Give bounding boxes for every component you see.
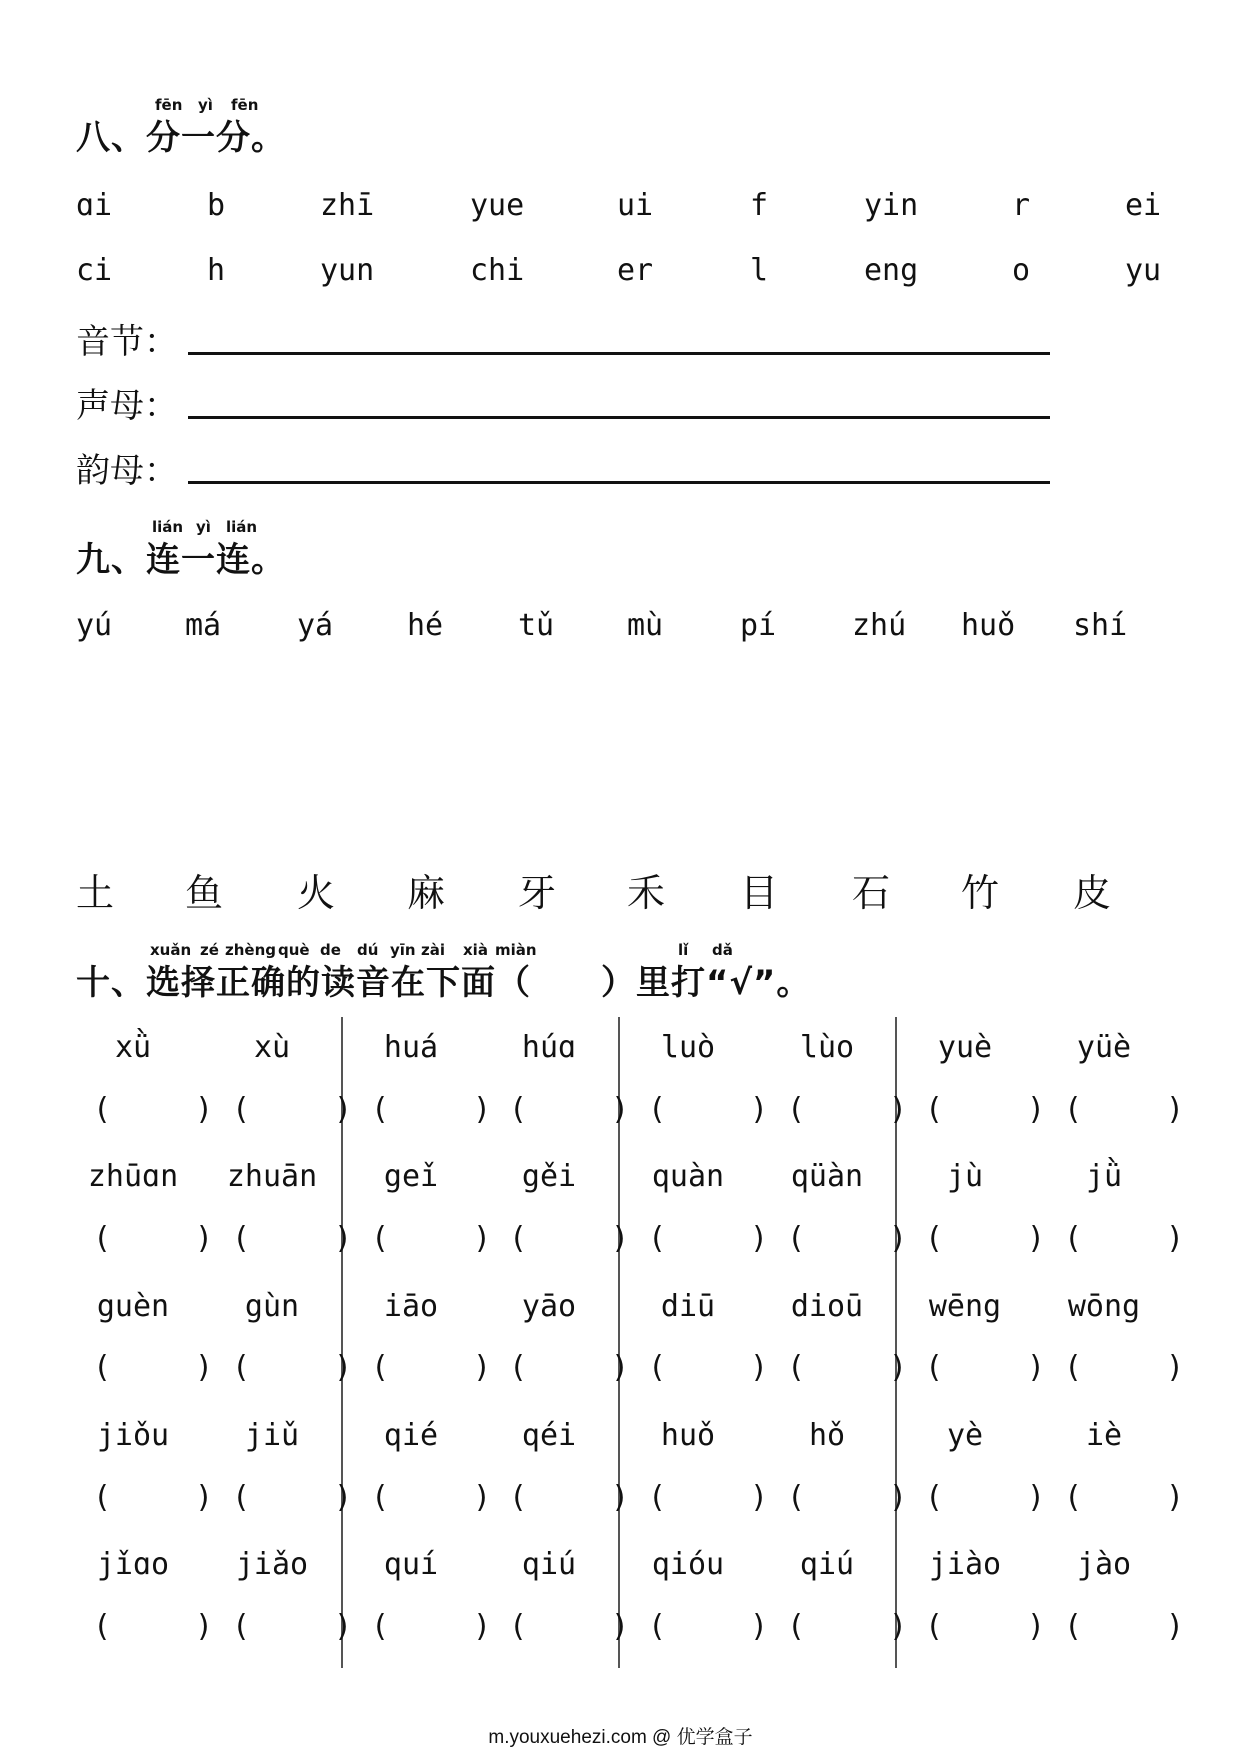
section-10-title: 十、选择正确的读音在下面（ ）里打“√”。 bbox=[76, 963, 812, 1003]
open-paren: ( bbox=[1064, 1092, 1083, 1127]
open-paren: ( bbox=[93, 1350, 112, 1385]
open-paren: ( bbox=[787, 1221, 806, 1256]
answer-parentheses[interactable] bbox=[925, 1221, 1045, 1256]
open-paren: ( bbox=[371, 1350, 390, 1385]
s9-hanzi: 皮 bbox=[1073, 871, 1112, 915]
close-paren: ) bbox=[888, 1221, 907, 1256]
pinyin-option: qüàn bbox=[790, 1159, 864, 1194]
s10-ruby: de bbox=[320, 941, 341, 959]
open-paren: ( bbox=[1064, 1350, 1083, 1385]
close-paren: ) bbox=[610, 1221, 629, 1256]
answer-parentheses[interactable] bbox=[1064, 1480, 1184, 1515]
close-paren: ) bbox=[1165, 1092, 1184, 1127]
pinyin-option: qióu bbox=[651, 1547, 725, 1582]
s8-letter: yin bbox=[864, 188, 919, 223]
s9-ruby-2: yì bbox=[196, 518, 211, 536]
pinyin-option: qié bbox=[383, 1418, 439, 1453]
s8-letter: ɑi bbox=[76, 188, 113, 223]
close-paren: ) bbox=[1026, 1609, 1045, 1644]
s10-ruby: dǎ bbox=[712, 941, 733, 959]
open-paren: ( bbox=[509, 1350, 528, 1385]
close-paren: ) bbox=[610, 1092, 629, 1127]
answer-parentheses[interactable] bbox=[648, 1092, 768, 1127]
open-paren: ( bbox=[925, 1609, 944, 1644]
s8-letter: zhī bbox=[320, 188, 375, 223]
open-paren: ( bbox=[925, 1480, 944, 1515]
s9-hanzi: 土 bbox=[76, 871, 115, 915]
s8-letter: h bbox=[207, 253, 226, 288]
label-syllable: 音节： bbox=[76, 322, 178, 362]
answer-parentheses[interactable] bbox=[371, 1350, 491, 1385]
s9-pinyin: huǒ bbox=[961, 608, 1016, 643]
s8-letter: ui bbox=[617, 188, 654, 223]
close-paren: ) bbox=[333, 1609, 352, 1644]
s8-letter: er bbox=[617, 253, 654, 288]
s10-ruby: zhèng bbox=[225, 941, 276, 959]
s9-hanzi: 目 bbox=[740, 871, 779, 915]
pinyin-option: gěi bbox=[521, 1159, 577, 1194]
close-paren: ) bbox=[472, 1480, 491, 1515]
answer-parentheses[interactable] bbox=[93, 1221, 213, 1256]
pinyin-option: yuè bbox=[937, 1030, 993, 1065]
answer-parentheses[interactable] bbox=[232, 1609, 352, 1644]
open-paren: ( bbox=[93, 1609, 112, 1644]
s8-ruby-1: fēn bbox=[155, 96, 183, 114]
answer-parentheses[interactable] bbox=[371, 1480, 491, 1515]
s9-hanzi: 麻 bbox=[407, 871, 446, 915]
footer-watermark: m.youxuehezi.com @ 优学盒子 bbox=[488, 1727, 753, 1748]
pinyin-option: jào bbox=[1076, 1547, 1132, 1582]
s8-letter: o bbox=[1012, 253, 1031, 288]
pinyin-option: geǐ bbox=[383, 1159, 439, 1194]
answer-parentheses[interactable] bbox=[925, 1092, 1045, 1127]
initial-answer-line[interactable] bbox=[188, 416, 1050, 419]
pinyin-option: jǜ bbox=[1085, 1159, 1123, 1194]
s9-hanzi: 禾 bbox=[627, 871, 666, 915]
pinyin-option: jǐɑo bbox=[96, 1547, 170, 1582]
s9-pinyin: yú bbox=[76, 608, 113, 643]
s8-letter: f bbox=[750, 188, 769, 223]
s10-ruby: xià bbox=[463, 941, 488, 959]
s8-letter: yue bbox=[470, 188, 525, 223]
answer-parentheses[interactable] bbox=[232, 1480, 352, 1515]
open-paren: ( bbox=[509, 1092, 528, 1127]
open-paren: ( bbox=[232, 1092, 251, 1127]
s8-ruby-2: yì bbox=[198, 96, 213, 114]
close-paren: ) bbox=[1026, 1350, 1045, 1385]
open-paren: ( bbox=[93, 1480, 112, 1515]
close-paren: ) bbox=[194, 1609, 213, 1644]
s10-ruby: yīn bbox=[390, 941, 416, 959]
s9-hanzi: 鱼 bbox=[185, 871, 224, 915]
s10-ruby: zé bbox=[200, 941, 219, 959]
close-paren: ) bbox=[749, 1609, 768, 1644]
s9-ruby-3: lián bbox=[226, 518, 258, 536]
open-paren: ( bbox=[371, 1092, 390, 1127]
close-paren: ) bbox=[333, 1092, 352, 1127]
close-paren: ) bbox=[1165, 1221, 1184, 1256]
s8-letter: yu bbox=[1125, 253, 1162, 288]
pinyin-option: quí bbox=[383, 1547, 439, 1582]
s9-hanzi: 石 bbox=[852, 871, 891, 915]
close-paren: ) bbox=[749, 1221, 768, 1256]
close-paren: ) bbox=[194, 1350, 213, 1385]
pinyin-option: dioū bbox=[790, 1289, 864, 1324]
pinyin-option: xǜ bbox=[114, 1030, 152, 1065]
final-answer-line[interactable] bbox=[188, 481, 1050, 484]
pinyin-option: jiǔ bbox=[244, 1418, 300, 1453]
open-paren: ( bbox=[232, 1350, 251, 1385]
close-paren: ) bbox=[194, 1092, 213, 1127]
open-paren: ( bbox=[509, 1480, 528, 1515]
pinyin-option: yè bbox=[946, 1418, 984, 1453]
close-paren: ) bbox=[333, 1350, 352, 1385]
pinyin-option: guèn bbox=[96, 1289, 170, 1324]
close-paren: ) bbox=[472, 1221, 491, 1256]
pinyin-option: jiǎo bbox=[235, 1547, 309, 1582]
open-paren: ( bbox=[925, 1350, 944, 1385]
open-paren: ( bbox=[787, 1350, 806, 1385]
open-paren: ( bbox=[371, 1609, 390, 1644]
answer-parentheses[interactable] bbox=[93, 1092, 213, 1127]
pinyin-option: luò bbox=[660, 1030, 716, 1065]
open-paren: ( bbox=[787, 1609, 806, 1644]
close-paren: ) bbox=[194, 1480, 213, 1515]
pinyin-option: gùn bbox=[244, 1289, 300, 1324]
s9-hanzi: 牙 bbox=[518, 871, 557, 915]
pinyin-option: jù bbox=[946, 1159, 984, 1194]
s8-letter: ei bbox=[1125, 188, 1162, 223]
answer-parentheses[interactable] bbox=[648, 1221, 768, 1256]
label-final: 韵母： bbox=[76, 451, 178, 491]
answer-parentheses[interactable] bbox=[509, 1609, 629, 1644]
close-paren: ) bbox=[749, 1092, 768, 1127]
answer-parentheses[interactable] bbox=[232, 1221, 352, 1256]
answer-parentheses[interactable] bbox=[509, 1221, 629, 1256]
close-paren: ) bbox=[1026, 1221, 1045, 1256]
open-paren: ( bbox=[1064, 1221, 1083, 1256]
answer-parentheses[interactable] bbox=[925, 1480, 1045, 1515]
pinyin-option: xù bbox=[253, 1030, 291, 1065]
close-paren: ) bbox=[888, 1350, 907, 1385]
pinyin-option: iè bbox=[1085, 1418, 1123, 1453]
open-paren: ( bbox=[787, 1480, 806, 1515]
s10-ruby: què bbox=[278, 941, 310, 959]
open-paren: ( bbox=[509, 1221, 528, 1256]
answer-parentheses[interactable] bbox=[93, 1350, 213, 1385]
pinyin-option: lùo bbox=[799, 1030, 855, 1065]
close-paren: ) bbox=[888, 1609, 907, 1644]
close-paren: ) bbox=[1165, 1609, 1184, 1644]
pinyin-option: jiǒu bbox=[96, 1418, 170, 1453]
pinyin-option: diū bbox=[660, 1289, 716, 1324]
answer-parentheses[interactable] bbox=[648, 1350, 768, 1385]
pinyin-option: yāo bbox=[521, 1289, 577, 1324]
answer-parentheses[interactable] bbox=[93, 1480, 213, 1515]
s10-ruby: miàn bbox=[495, 941, 537, 959]
answer-parentheses[interactable] bbox=[787, 1609, 907, 1644]
s9-pinyin: zhú bbox=[852, 608, 907, 643]
answer-parentheses[interactable] bbox=[93, 1609, 213, 1644]
open-paren: ( bbox=[648, 1221, 667, 1256]
open-paren: ( bbox=[925, 1221, 944, 1256]
close-paren: ) bbox=[610, 1609, 629, 1644]
s8-letter: b bbox=[207, 188, 226, 223]
answer-parentheses[interactable] bbox=[787, 1350, 907, 1385]
s9-pinyin: shí bbox=[1073, 608, 1128, 643]
close-paren: ) bbox=[888, 1092, 907, 1127]
pinyin-option: yüè bbox=[1076, 1030, 1132, 1065]
answer-parentheses[interactable] bbox=[509, 1092, 629, 1127]
open-paren: ( bbox=[93, 1221, 112, 1256]
answer-parentheses[interactable] bbox=[925, 1350, 1045, 1385]
s9-pinyin: tǔ bbox=[518, 608, 555, 643]
open-paren: ( bbox=[648, 1480, 667, 1515]
open-paren: ( bbox=[509, 1609, 528, 1644]
s9-pinyin: pí bbox=[740, 608, 777, 643]
answer-parentheses[interactable] bbox=[232, 1092, 352, 1127]
close-paren: ) bbox=[333, 1480, 352, 1515]
answer-parentheses[interactable] bbox=[232, 1350, 352, 1385]
s8-letter: ci bbox=[76, 253, 113, 288]
s8-letter: eng bbox=[864, 253, 919, 288]
pinyin-option: jiào bbox=[928, 1547, 1002, 1582]
pinyin-option: húɑ bbox=[521, 1030, 577, 1065]
open-paren: ( bbox=[648, 1350, 667, 1385]
open-paren: ( bbox=[371, 1480, 390, 1515]
pinyin-option: quàn bbox=[651, 1159, 725, 1194]
answer-parentheses[interactable] bbox=[787, 1221, 907, 1256]
syllable-answer-line[interactable] bbox=[188, 352, 1050, 355]
open-paren: ( bbox=[787, 1092, 806, 1127]
answer-parentheses[interactable] bbox=[509, 1480, 629, 1515]
answer-parentheses[interactable] bbox=[371, 1221, 491, 1256]
answer-parentheses[interactable] bbox=[925, 1609, 1045, 1644]
close-paren: ) bbox=[1026, 1480, 1045, 1515]
s8-letter: l bbox=[750, 253, 769, 288]
open-paren: ( bbox=[648, 1092, 667, 1127]
s10-ruby: zài bbox=[421, 941, 445, 959]
answer-parentheses[interactable] bbox=[1064, 1092, 1184, 1127]
s9-hanzi: 竹 bbox=[961, 871, 1000, 915]
close-paren: ) bbox=[194, 1221, 213, 1256]
open-paren: ( bbox=[1064, 1609, 1083, 1644]
s9-pinyin: hé bbox=[407, 608, 444, 643]
s9-hanzi: 火 bbox=[297, 871, 336, 915]
open-paren: ( bbox=[1064, 1480, 1083, 1515]
answer-parentheses[interactable] bbox=[509, 1350, 629, 1385]
s10-ruby: xuǎn bbox=[150, 941, 192, 959]
s10-ruby: lǐ bbox=[678, 941, 689, 959]
answer-parentheses[interactable] bbox=[787, 1092, 907, 1127]
open-paren: ( bbox=[232, 1480, 251, 1515]
open-paren: ( bbox=[232, 1609, 251, 1644]
s9-pinyin: má bbox=[185, 608, 222, 643]
s8-letter: chi bbox=[470, 253, 525, 288]
open-paren: ( bbox=[93, 1092, 112, 1127]
pinyin-option: huá bbox=[383, 1030, 439, 1065]
answer-parentheses[interactable] bbox=[648, 1609, 768, 1644]
s8-ruby-3: fēn bbox=[231, 96, 259, 114]
pinyin-option: huǒ bbox=[660, 1418, 716, 1453]
close-paren: ) bbox=[1165, 1350, 1184, 1385]
answer-parentheses[interactable] bbox=[1064, 1350, 1184, 1385]
close-paren: ) bbox=[472, 1092, 491, 1127]
section-9-title: 九、连一连。 bbox=[76, 540, 286, 580]
pinyin-option: zhuān bbox=[226, 1159, 318, 1194]
s8-letter: r bbox=[1012, 188, 1031, 223]
open-paren: ( bbox=[648, 1609, 667, 1644]
close-paren: ) bbox=[610, 1350, 629, 1385]
pinyin-option: qiú bbox=[799, 1547, 855, 1582]
answer-parentheses[interactable] bbox=[648, 1480, 768, 1515]
pinyin-option: wēng bbox=[928, 1289, 1002, 1324]
pinyin-option: zhūɑn bbox=[87, 1159, 179, 1194]
open-paren: ( bbox=[232, 1221, 251, 1256]
open-paren: ( bbox=[925, 1092, 944, 1127]
close-paren: ) bbox=[888, 1480, 907, 1515]
answer-parentheses[interactable] bbox=[371, 1609, 491, 1644]
pinyin-option: iāo bbox=[383, 1289, 439, 1324]
section-8-title: 八、分一分。 bbox=[76, 118, 286, 158]
close-paren: ) bbox=[1026, 1092, 1045, 1127]
answer-parentheses[interactable] bbox=[1064, 1609, 1184, 1644]
pinyin-option: qiú bbox=[521, 1547, 577, 1582]
close-paren: ) bbox=[333, 1221, 352, 1256]
pinyin-option: qéi bbox=[521, 1418, 577, 1453]
close-paren: ) bbox=[472, 1350, 491, 1385]
close-paren: ) bbox=[749, 1350, 768, 1385]
s10-ruby: dú bbox=[357, 941, 379, 959]
pinyin-option: hǒ bbox=[808, 1418, 846, 1453]
pinyin-option: wōng bbox=[1067, 1289, 1141, 1324]
s9-pinyin: yá bbox=[297, 608, 334, 643]
answer-parentheses[interactable] bbox=[1064, 1221, 1184, 1256]
s9-ruby-1: lián bbox=[152, 518, 184, 536]
answer-parentheses[interactable] bbox=[787, 1480, 907, 1515]
open-paren: ( bbox=[371, 1221, 390, 1256]
close-paren: ) bbox=[1165, 1480, 1184, 1515]
close-paren: ) bbox=[749, 1480, 768, 1515]
close-paren: ) bbox=[472, 1609, 491, 1644]
s8-letter: yun bbox=[320, 253, 375, 288]
answer-parentheses[interactable] bbox=[371, 1092, 491, 1127]
close-paren: ) bbox=[610, 1480, 629, 1515]
s9-pinyin: mù bbox=[627, 608, 664, 643]
label-initial: 声母： bbox=[76, 386, 178, 426]
